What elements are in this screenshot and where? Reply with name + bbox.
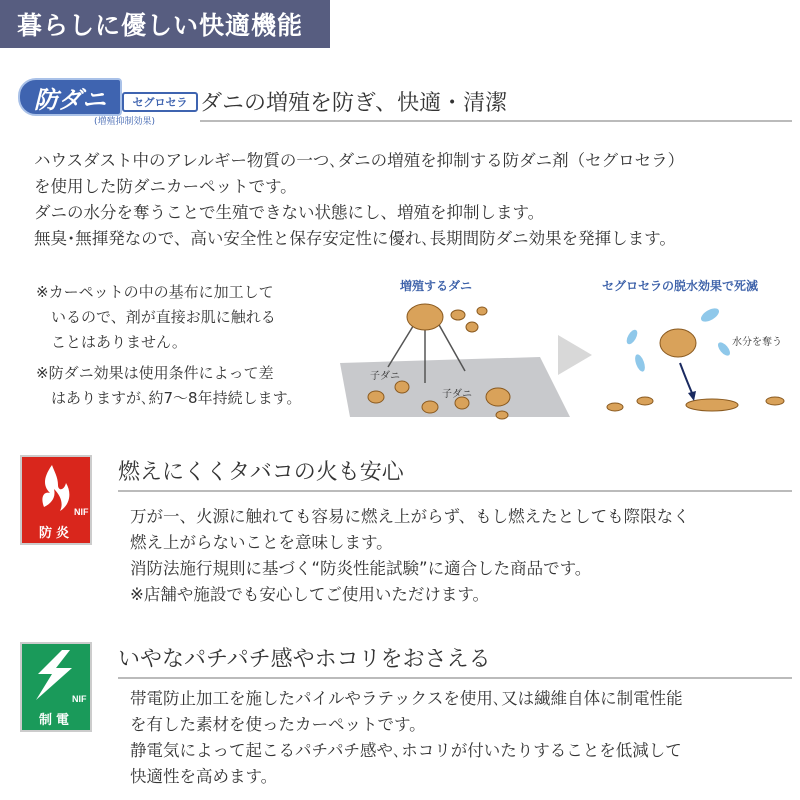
antimite-note-line: ※防ダニ効果は使用条件によって差 <box>36 364 274 382</box>
mite-illustration-graphic <box>340 275 790 425</box>
fire-heading-rule <box>118 490 792 492</box>
arrow-line <box>388 323 415 367</box>
antimite-note-line: ことはありません。 <box>36 333 187 351</box>
dried-mite-icon <box>686 399 738 411</box>
illus-child-label: 子ダニ <box>442 389 472 400</box>
illus-water-label: 水分を奪う <box>732 337 782 348</box>
static-heading: いやなパチパチ感やホコリをおさえる <box>118 647 491 672</box>
fire-icon-label: 防炎 <box>22 519 90 543</box>
water-drop-icon <box>699 306 721 325</box>
antimite-paragraph-line: を使用した防ダニカーペットです。 <box>34 177 297 196</box>
antimite-heading: ダニの増殖を防ぎ、快適・清潔 <box>200 91 508 116</box>
page-title-bar <box>0 0 330 48</box>
dried-mite-icon <box>637 397 653 405</box>
antimite-paragraph-line: ハウスダスト中のアレルギー物質の一つ､ダニの増殖を抑制する防ダニ剤（セグロセラ） <box>34 151 685 170</box>
mite-icon <box>407 304 443 330</box>
static-heading-rule <box>118 677 792 679</box>
fire-retardant-icon <box>20 455 92 545</box>
mite-icon <box>496 411 508 419</box>
fire-paragraph-line: 燃え上がらないことを意味します。 <box>130 533 393 552</box>
mite-icon <box>451 310 465 320</box>
fire-paragraph-line: 万が一、火源に触れても容易に燃え上がらず、もし燃えたとしても際限なく <box>130 507 690 526</box>
antimite-badge-main: 防ダニ <box>18 78 122 116</box>
antimite-paragraph <box>34 148 684 252</box>
static-paragraph <box>130 686 683 790</box>
antistatic-icon <box>20 642 92 732</box>
illus-child-label: 子ダニ <box>370 371 400 382</box>
mite-icon <box>368 391 384 403</box>
mite-icon <box>395 381 409 393</box>
arrow-next-icon <box>558 335 592 375</box>
static-paragraph-line: 快適性を高めます。 <box>130 767 278 786</box>
lightning-icon <box>22 644 90 706</box>
antimite-badge-tag: セグロセラ <box>122 92 198 112</box>
antimite-badge-sub: (増殖抑制効果) <box>94 117 156 127</box>
antimite-paragraph-line: 無臭･無揮発なので、高い安全性と保存安定性に優れ､長期間防ダニ効果を発揮します。 <box>34 229 676 248</box>
illus-right-title: セグロセラの脱水効果で死滅 <box>602 279 759 293</box>
antimite-note-line: いるので、剤が直接お肌に触れる <box>36 308 276 326</box>
mite-illustration <box>340 275 790 425</box>
dried-mite-icon <box>607 403 623 411</box>
water-drop-icon <box>625 328 640 346</box>
mite-icon <box>660 329 696 357</box>
antimite-notes <box>36 280 301 411</box>
antimite-note-line: はありますが､約7～8年持続します。 <box>36 389 302 407</box>
fall-arrow <box>680 363 692 393</box>
water-drop-icon <box>716 340 732 357</box>
static-icon-mark: NIF <box>72 694 87 704</box>
antimite-badge <box>18 78 196 126</box>
fire-heading: 燃えにくくタバコの火も安心 <box>118 460 404 485</box>
fire-paragraph-line: ※店舗や施設でも安心してご使用いただけます。 <box>130 585 490 604</box>
illus-left-title: 増殖するダニ <box>400 279 473 293</box>
mite-icon <box>486 388 510 406</box>
fire-icon-mark: NIF <box>74 507 89 517</box>
mite-icon <box>422 401 438 413</box>
static-paragraph-line: 静電気によって起こるパチパチ感や､ホコリが付いたりすることを低減して <box>130 741 682 760</box>
fire-paragraph <box>130 504 690 608</box>
antimite-heading-rule <box>200 120 792 122</box>
antimite-note-line: ※カーペットの中の基布に加工して <box>36 283 274 301</box>
dried-mite-icon <box>766 397 784 405</box>
mite-icon <box>466 322 478 332</box>
mite-icon <box>477 307 487 315</box>
static-icon-label: 制電 <box>22 706 90 730</box>
fall-arrow-head <box>688 391 696 401</box>
fire-paragraph-line: 消防法施行規則に基づく“防炎性能試験”に適合した商品です。 <box>130 559 592 578</box>
static-paragraph-line: 帯電防止加工を施したパイルやラテックスを使用､又は繊維自体に制電性能 <box>130 689 683 708</box>
flame-icon <box>22 457 90 519</box>
page-title: 暮らしに優しい快適機能 <box>17 11 304 40</box>
water-drop-icon <box>633 353 647 373</box>
static-paragraph-line: を有した素材を使ったカーペットです。 <box>130 715 426 734</box>
antimite-paragraph-line: ダニの水分を奪うことで生殖できない状態にし、増殖を抑制します。 <box>34 203 545 222</box>
